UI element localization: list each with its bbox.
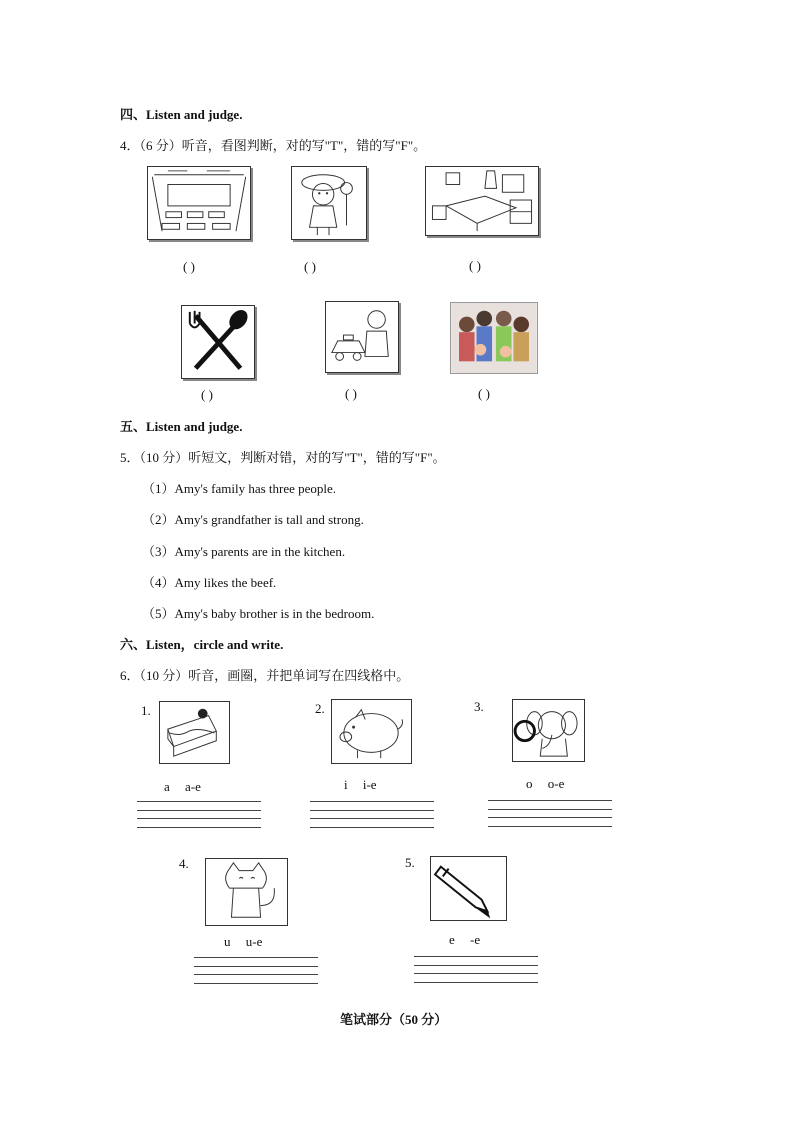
section-5-heading: 五、Listen and judge. (120, 419, 243, 434)
fork-spoon-icon (181, 305, 255, 379)
writing-lines-1[interactable] (137, 801, 261, 835)
entry-options-2[interactable]: i i-e (344, 777, 377, 792)
writing-lines-4[interactable] (194, 957, 318, 991)
taxi-man-icon (325, 301, 399, 373)
answer-parens-5[interactable]: ( ) (345, 386, 357, 401)
statement-4: （4）Amy likes the beef. (142, 575, 277, 590)
entry-number-1: 1. (141, 703, 151, 718)
elephant-icon (512, 699, 585, 762)
question-6: 6．（10 分）听音，画圈，并把单词写在四线格中。 (120, 668, 410, 683)
section-4-heading: 四、Listen and judge. (120, 107, 243, 122)
statement-2: （2）Amy's grandfather is tall and strong. (142, 512, 364, 527)
entry-options-5[interactable]: e -e (449, 932, 481, 947)
writing-lines-3[interactable] (488, 800, 612, 834)
question-4: 4．（6 分）听音，看图判断，对的写"T"，错的写"F"。 (120, 138, 427, 153)
family-photo-icon (450, 302, 538, 374)
statement-1: （1）Amy's family has three people. (142, 481, 337, 496)
entry-number-2: 2. (315, 701, 325, 716)
answer-parens-2[interactable]: ( ) (304, 259, 316, 274)
writing-lines-2[interactable] (310, 801, 434, 835)
section-6-heading: 六、Listen，circle and write. (120, 637, 284, 652)
answer-parens-1[interactable]: ( ) (183, 259, 195, 274)
entry-options-3[interactable]: o o-e (526, 776, 565, 791)
written-part-heading: 笔试部分（50 分） (340, 1012, 448, 1027)
entry-options-1[interactable]: a a-e (164, 779, 201, 794)
girl-hat-icon (291, 166, 367, 240)
question-5: 5．（10 分）听短文，判断对错，对的写"T"，错的写"F"。 (120, 450, 446, 465)
entry-number-5: 5. (405, 855, 415, 870)
statement-3: （3）Amy's parents are in the kitchen. (142, 544, 346, 559)
pen-icon (430, 856, 507, 921)
bedroom-icon (425, 166, 539, 236)
cat-icon (205, 858, 288, 926)
entry-number-3: 3. (474, 699, 484, 714)
entry-number-4: 4. (179, 856, 189, 871)
answer-parens-3[interactable]: ( ) (469, 258, 481, 273)
classroom-icon (147, 166, 251, 240)
cake-icon (159, 701, 230, 764)
statement-5: （5）Amy's baby brother is in the bedroom. (142, 606, 375, 621)
pig-icon (331, 699, 412, 764)
answer-parens-4[interactable]: ( ) (201, 387, 213, 402)
writing-lines-5[interactable] (414, 956, 538, 990)
entry-options-4[interactable]: u u-e (224, 934, 263, 949)
answer-parens-6[interactable]: ( ) (478, 386, 490, 401)
